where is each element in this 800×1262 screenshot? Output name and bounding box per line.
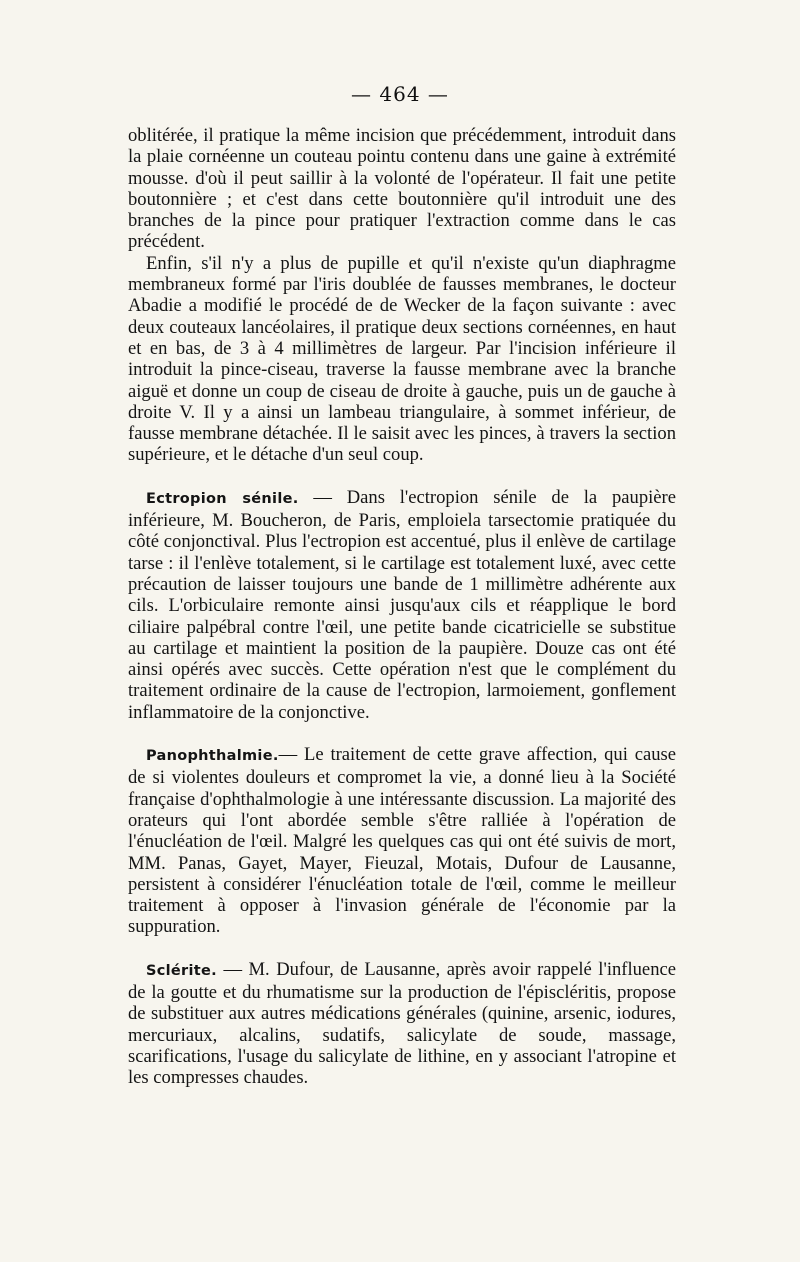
section-sclerite: [128, 959, 676, 1089]
section-heading-ectropion: Ectropion sénile.: [146, 490, 299, 507]
section-body-panophthalmie: — Le traitement de cette grave affection, qui cause de si violentes douleurs et compromet la vie, a donné lieu à la Société française d'ophthalmologie à une intéressante discussion. La majorité des orateurs qui l'ont abordée semble s'être ralliée à l'opération de l'énucléation de l'œil. Malgré les quelques cas qui ont été suivis de mort, MM. Panas, Gayet, Mayer, Fieuzal, Motais, Dufour de Lausanne, persistent à considérer l'énucléation totale de l'œil, comme le meilleur traitement à opposer à l'invasion générale de l'économie par la suppuration.: [128, 744, 676, 938]
page-number: — 464 —: [351, 82, 449, 106]
page-body: [128, 125, 676, 1088]
section-ectropion: [128, 487, 676, 723]
paragraph-pupil-procedure: Enfin, s'il n'y a plus de pupille et qu'il n'existe qu'un diaphragme membraneux formé par l'iris doublée de fausses membranes, le docteur Abadie a modifié le procédé de de Wecker de la façon suivante : avec deux couteaux lancéolaires, il pratique deux sections cornéennes, en haut et en bas, de 3 à 4 millimètres de largeur. Par l'incision inférieure il introduit la pince-ciseau, traverse la fausse membrane avec la branche aiguë et donne un coup de ciseau de droite à gauche, puis un de gauche à droite V. Il y a ainsi un lambeau triangulaire, à sommet inférieur, de fausse membrane détachée. Il le saisit avec les pinces, à travers la section supérieure, et le détache d'un seul coup.: [128, 252, 676, 466]
section-heading-sclerite: Sclérite.: [146, 962, 217, 979]
paragraph-continuation: oblitérée, il pratique la même incision que précédemment, introduit dans la plaie cornéenne un couteau pointu contenu dans une gaine à extrémité mousse. d'où il peut saillir à la volonté de l'opérateur. Il fait une petite boutonnière ; et c'est dans cette boutonnière qu'il introduit une des branches de la pince pour pratiquer l'extraction comme dans le cas précédent.: [128, 125, 676, 253]
section-heading-panophthalmie: Panophthalmie.: [146, 748, 279, 765]
section-body-sclerite: — M. Dufour, de Lausanne, après avoir rappelé l'influence de la goutte et du rhumatisme sur la production de l'épiscléritis, propose de substituer aux autres médications générales (quinine, arsenic, iodures, mercuriaux, alcalins, sudatifs, salicylate de soude, massage, scarifications, l'usage du salicylate de lithine, en y associant l'atropine et les compresses chaudes.: [128, 958, 676, 1089]
section-panophthalmie: [128, 744, 676, 938]
section-body-ectropion: — Dans l'ectropion sénile de la paupière inférieure, M. Boucheron, de Paris, emploiela tarsectomie pratiquée du côté conjonctival. Plus l'ectropion est accentué, plus il enlève de cartilage tarse : il l'enlève totalement, si le cartilage est totalement luxé, avec cette précaution de laisser toujours une bande de 1 millimètre adhérente aux cils. L'orbiculaire remonte ainsi jusqu'aux cils et réapplique le bord ciliaire palpébral contre l'œil, une petite bande cicatricielle se substitue au cartilage et maintient la position de la paupière. Douze cas ont été ainsi opérés avec succès. Cette opération n'est que le complément du traitement ordinaire de la cause de l'ectropion, larmoiement, gonflement inflammatoire de la conjonctive.: [128, 486, 676, 723]
